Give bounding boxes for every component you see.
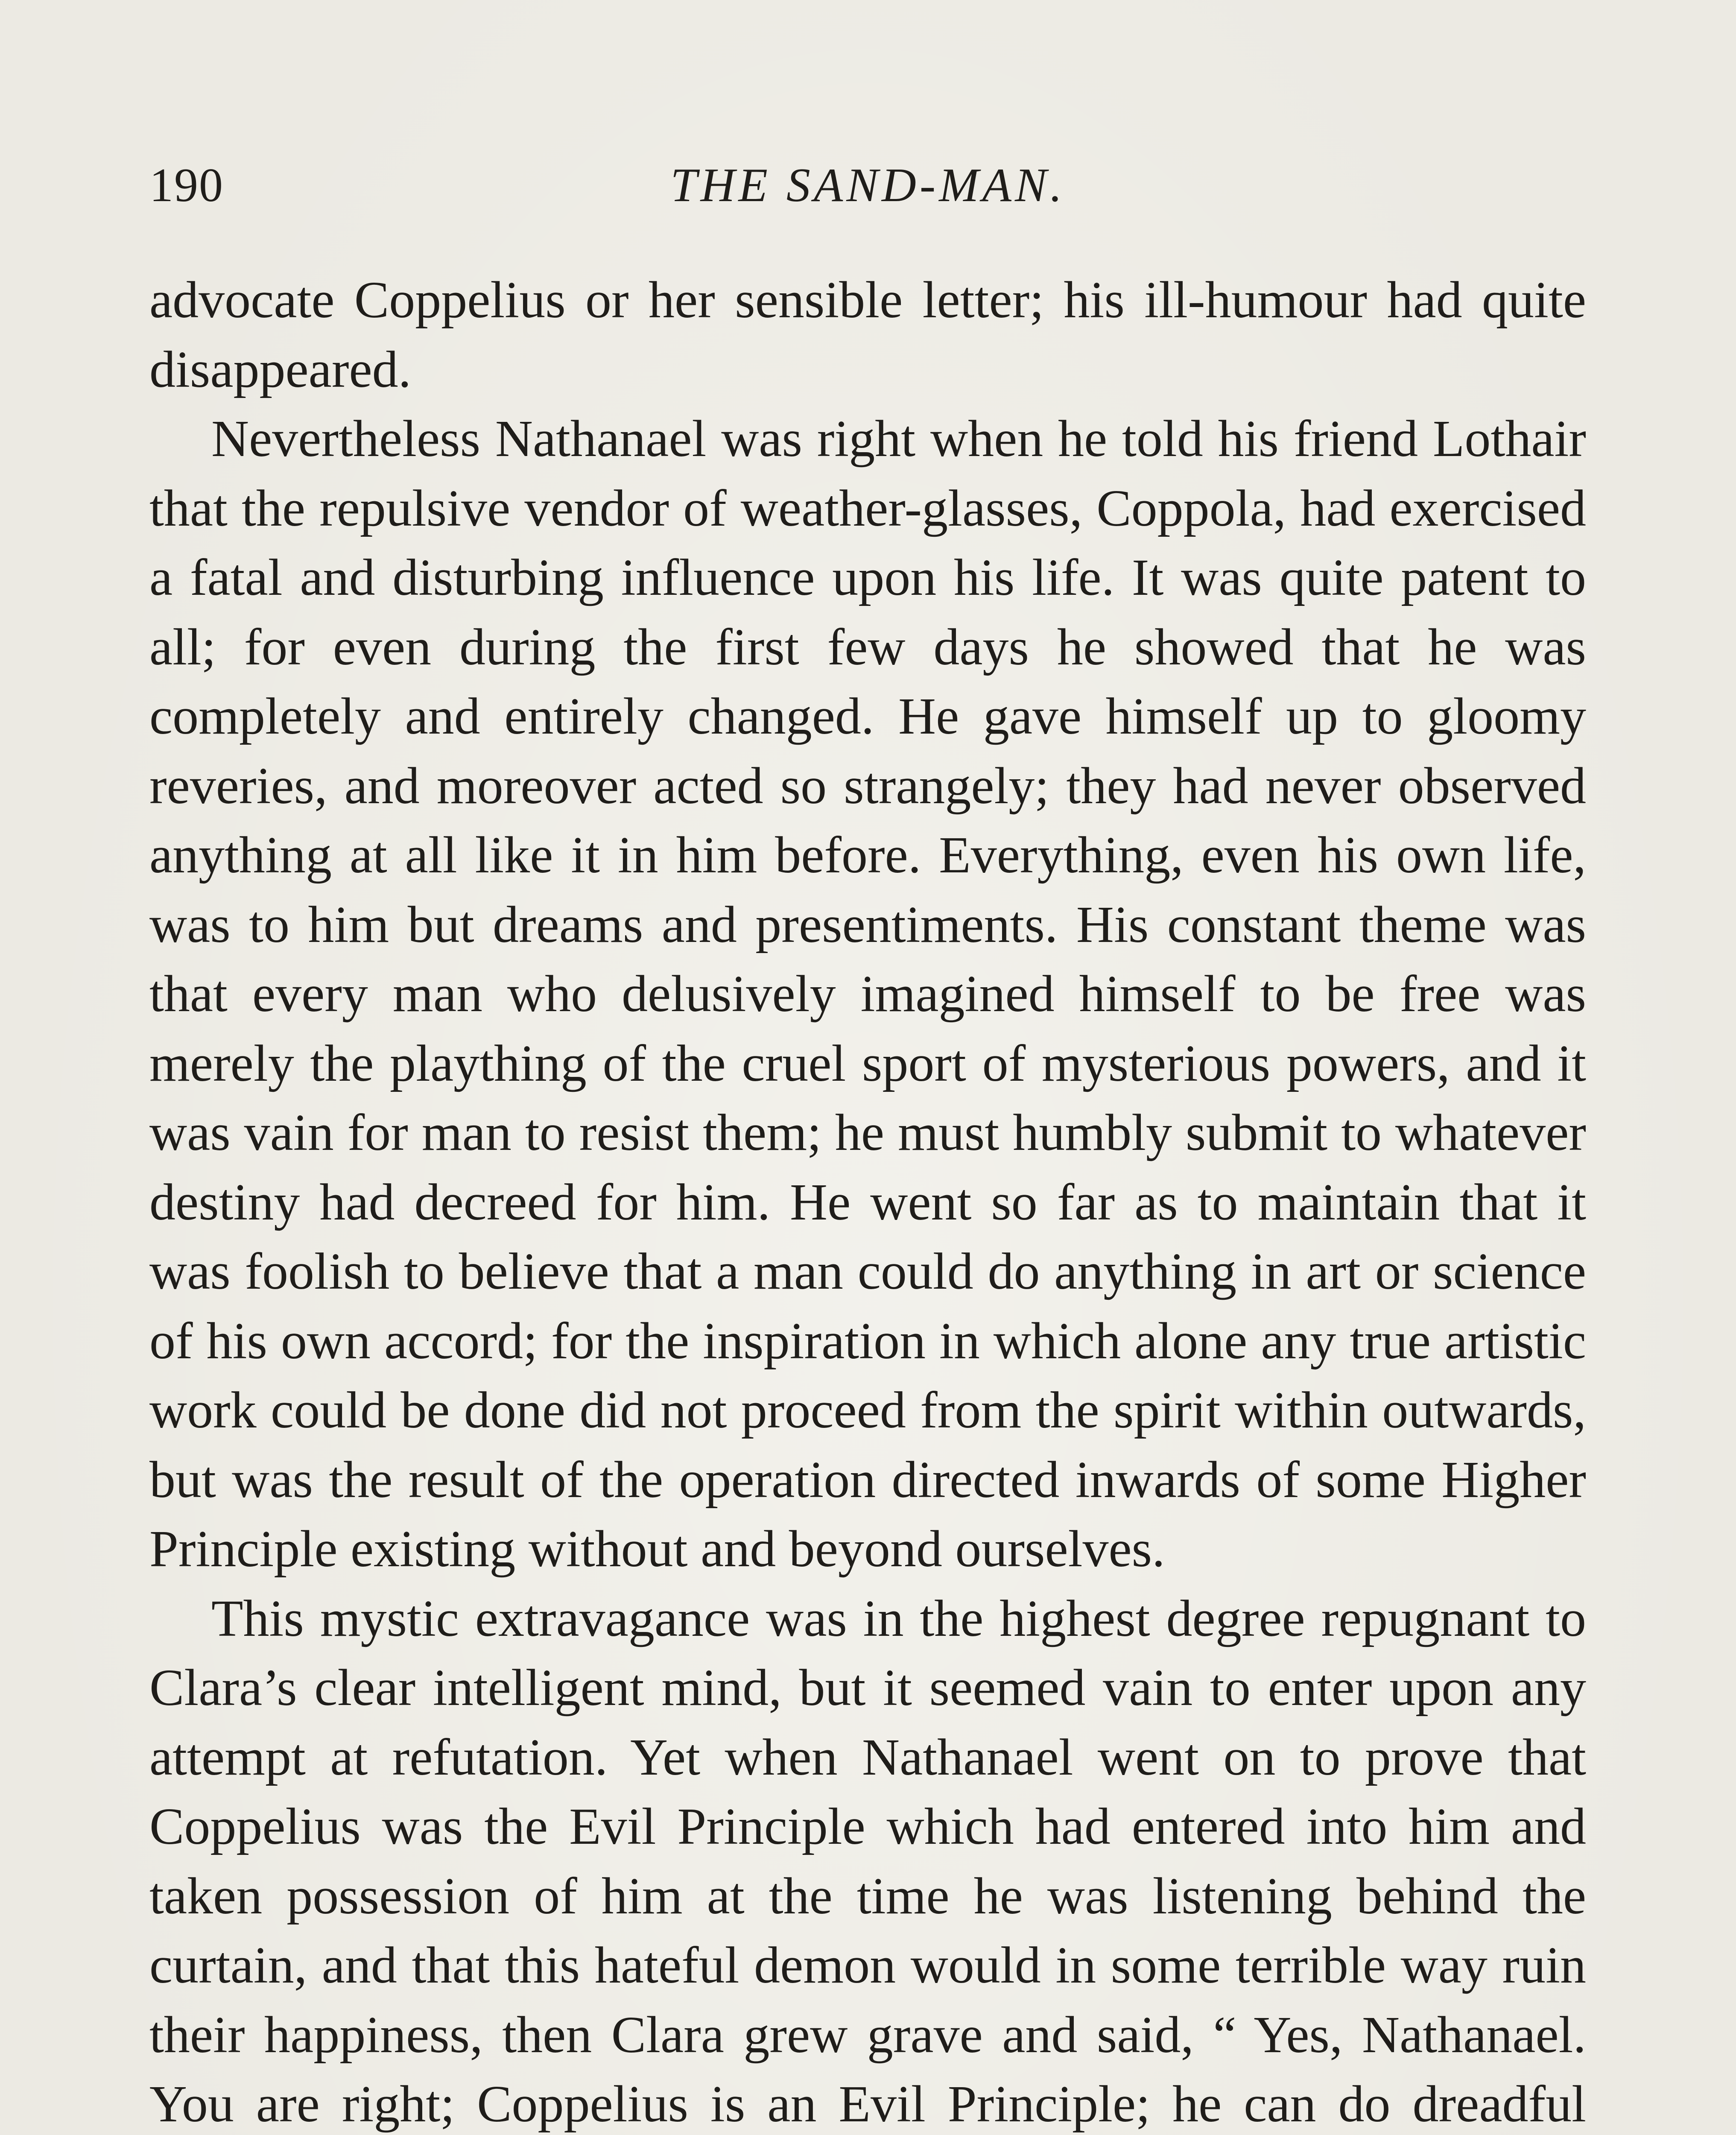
- running-title: THE SAND-MAN.: [670, 159, 1066, 212]
- paragraph: This mystic extravagance was in the highest degree repugnant to Clara’s clear intelligent mind, but it seemed vain to enter upon any attempt at refutation. Yet when Nathanael went on to prove that Coppelius was the Evil Principle which had entered into him and taken possession of him at the time he was listening behind the curtain, and that this hateful demon would in some terrible way ruin their happiness, then Clara grew grave and said, “ Yes, Nathanael. You are right; Coppelius is an Evil Principle; he can do dreadful: [149, 1589, 1586, 2133]
- page-number: 190: [149, 159, 224, 212]
- body-text: [149, 266, 1586, 2135]
- paragraph: Nevertheless Nathanael was right when he told his friend Lothair that the repulsive vendor of weather-glasses, Coppola, had exercised a fatal and disturbing influence upon his life. It was quite patent to all; for even during the first few days he showed that he was completely and entirely changed. He gave himself up to gloomy reveries, and moreover acted so strangely; they had never observed anything at all like it in him before. Everything, even his own life, was to him but dreams and presentiments. His constant theme was that every man who delusively imagined himself to be free was merely the plaything of the cruel sport of mysterious powers, and it was vain for man to resist them; he must humbly submit to whatever destiny had decreed for him. He went so far as to maintain that it was foolish to believe that a man could do anything in art or science of his own accord; for the inspiration in which alone any true artistic work could be done did not proceed from the spirit within outwards, but was the result of the operation directed inwards of some Higher Principle existing without and beyond ourselves.: [149, 410, 1586, 1578]
- running-head: [149, 158, 1587, 218]
- paragraph: advocate Coppelius or her sensible letter; his ill-humour had quite disappeared.: [149, 271, 1586, 398]
